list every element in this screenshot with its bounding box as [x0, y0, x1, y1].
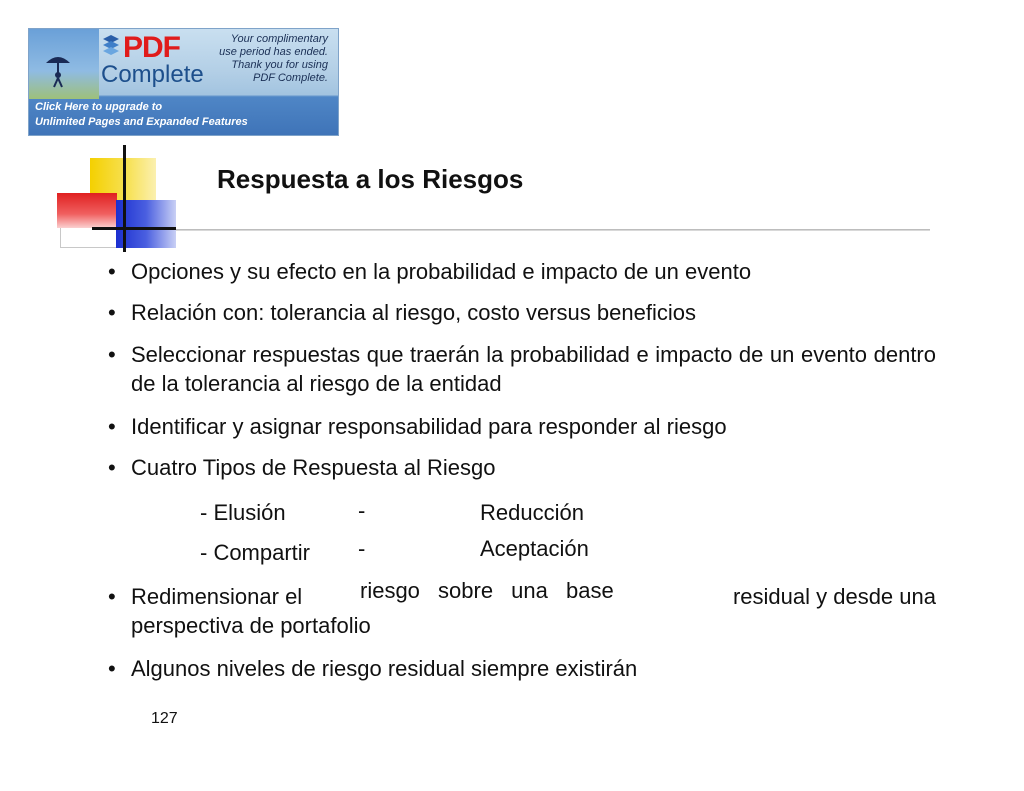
- slide-title: Respuesta a los Riesgos: [217, 164, 524, 194]
- bullet-6-middle-text: riesgo sobre una base: [360, 578, 614, 603]
- bullet-dot: •: [108, 455, 116, 480]
- bullet-text: Seleccionar respuestas que traerán la probabilidad e impacto de un evento dentro de la tolerancia al riesgo de la entidad: [131, 342, 936, 396]
- bullet-text: Identificar y asignar responsabilidad para responder al riesgo: [131, 414, 727, 439]
- decorative-red-square: [57, 193, 117, 228]
- response-type-elusion: - Elusión: [200, 500, 286, 525]
- pdf-logo-mark-icon: [101, 35, 121, 59]
- banner-complete-word: Complete: [101, 61, 204, 88]
- banner-message-line: Your complimentary: [230, 33, 328, 45]
- bullet-dot: •: [108, 300, 116, 325]
- bullet-text: Opciones y su efecto en la probabilidad e impacto de un evento: [131, 259, 752, 284]
- decorative-horizontal-line: [92, 227, 176, 230]
- response-type-dash: -: [358, 498, 366, 523]
- banner-expired-message: [188, 33, 328, 85]
- bullet-text: Relación con: tolerancia al riesgo, costo versus beneficios: [131, 300, 696, 325]
- bullet-dot: •: [108, 259, 116, 284]
- upgrade-link-line[interactable]: Unlimited Pages and Expanded Features: [35, 116, 248, 128]
- upgrade-link-line[interactable]: Click Here to upgrade to: [35, 101, 163, 113]
- response-type-dash: -: [358, 536, 366, 561]
- bullet-item: [108, 257, 936, 286]
- bullet-text: Algunos niveles de riesgo residual siempre existirán: [131, 656, 638, 681]
- bullet-item: [108, 453, 936, 482]
- bullet-text: Cuatro Tipos de Respuesta al Riesgo: [131, 455, 496, 480]
- title-underline-rule: [176, 229, 930, 231]
- response-type-aceptacion: Aceptación: [480, 536, 589, 561]
- bullet-item: [108, 654, 936, 683]
- response-type-reduccion: Reducción: [480, 500, 584, 525]
- bullet-item: [108, 340, 936, 398]
- banner-message-line: Thank you for using: [231, 59, 328, 71]
- bullet-6-right-text: residual y desde una: [732, 584, 936, 609]
- bullet-dot: •: [108, 656, 116, 681]
- decorative-vertical-line: [123, 145, 126, 252]
- bullet-6-line-2: perspectiva de portafolio: [131, 613, 371, 638]
- bullet-dot: •: [108, 342, 116, 367]
- pdf-complete-upgrade-banner[interactable]: [28, 28, 339, 136]
- upgrade-link[interactable]: [35, 100, 248, 130]
- page-number: 127: [151, 710, 178, 727]
- bullet-item: [108, 298, 936, 327]
- banner-pdf-word: PDF: [123, 31, 180, 64]
- bullet-dot: •: [108, 584, 116, 609]
- banner-message-line: use period has ended.: [219, 46, 328, 58]
- bullet-dot: •: [108, 414, 116, 439]
- response-type-compartir: - Compartir: [200, 540, 311, 565]
- bullet-6-left-text: Redimensionar el: [131, 584, 303, 609]
- bullet-item: [108, 412, 936, 441]
- banner-message-line: PDF Complete.: [253, 72, 328, 84]
- umbrella-figure-icon: [43, 53, 73, 89]
